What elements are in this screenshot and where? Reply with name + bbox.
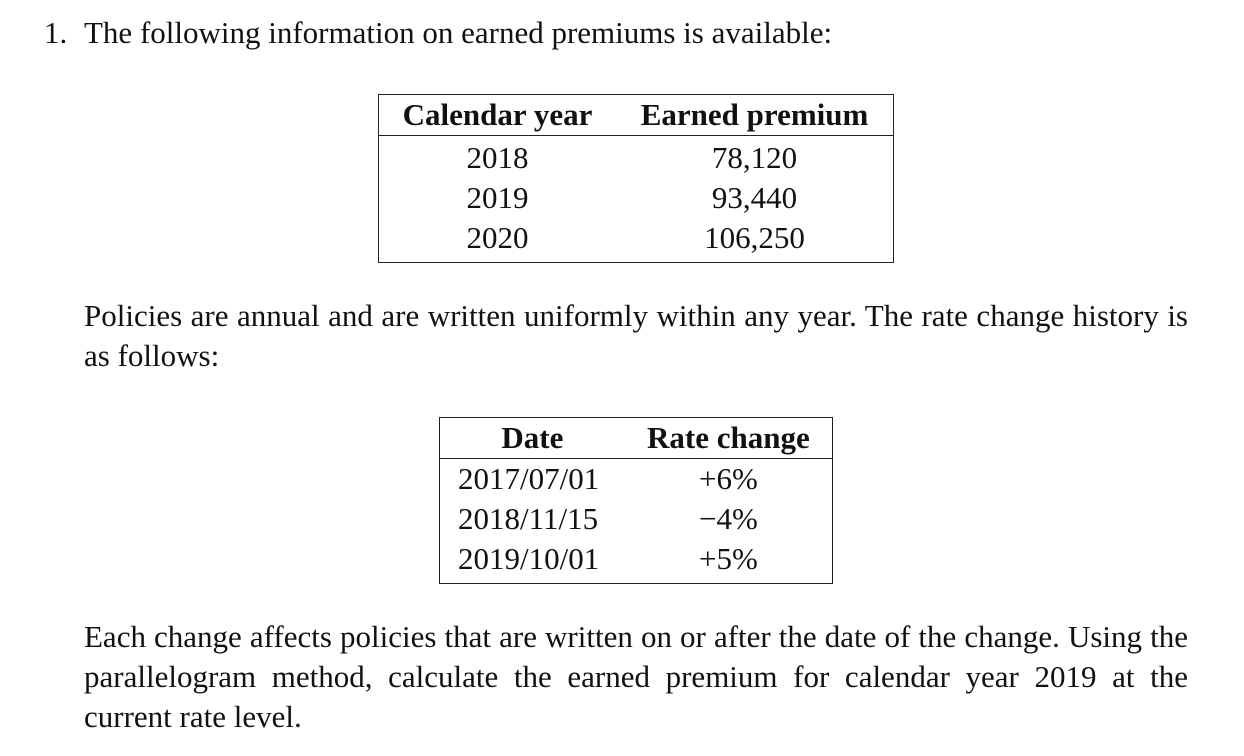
- calendar-year-cell: 2019: [466, 180, 529, 215]
- date-cell: 2018/11/15: [458, 501, 599, 536]
- instructions-paragraph: Each change affects policies that are written on or after the date of the change. Using the parallelogram method, calculate the earned premium for calendar year 2019 at the current rate level.: [84, 619, 1188, 734]
- table-row: [379, 218, 894, 263]
- date-cell: 2019/10/01: [458, 541, 600, 576]
- question-intro-line: [44, 14, 832, 52]
- question-intro-text: The following information on earned premiums is available:: [84, 15, 833, 50]
- table-row: [379, 178, 894, 218]
- column-header-rate-change: Rate change: [625, 418, 833, 459]
- calendar-year-cell: 2020: [466, 220, 529, 255]
- rate-change-cell: +5%: [698, 541, 758, 576]
- table-row: [379, 136, 894, 179]
- table-row: [440, 499, 833, 539]
- table-row: [440, 459, 833, 500]
- earned-premium-table: [378, 94, 894, 263]
- column-header-earned-premium: Earned premium: [616, 95, 893, 136]
- rate-change-table: [439, 417, 833, 584]
- table-header-row: [379, 95, 894, 136]
- column-header-date: Date: [440, 418, 625, 459]
- earned-premium-cell: 106,250: [704, 220, 805, 255]
- table-header-row: [440, 418, 833, 459]
- policies-paragraph: Policies are annual and are written uniformly within any year. The rate change history is as follows:: [84, 298, 1188, 373]
- question-number: 1.: [44, 15, 68, 50]
- rate-change-cell: −4%: [698, 501, 758, 536]
- table-row: [440, 539, 833, 584]
- column-header-calendar-year: Calendar year: [379, 95, 617, 136]
- rate-change-cell: +6%: [698, 461, 758, 496]
- earned-premium-cell: 93,440: [711, 180, 798, 215]
- date-cell: 2017/07/01: [458, 461, 600, 496]
- calendar-year-cell: 2018: [466, 140, 529, 175]
- earned-premium-cell: 78,120: [711, 140, 798, 175]
